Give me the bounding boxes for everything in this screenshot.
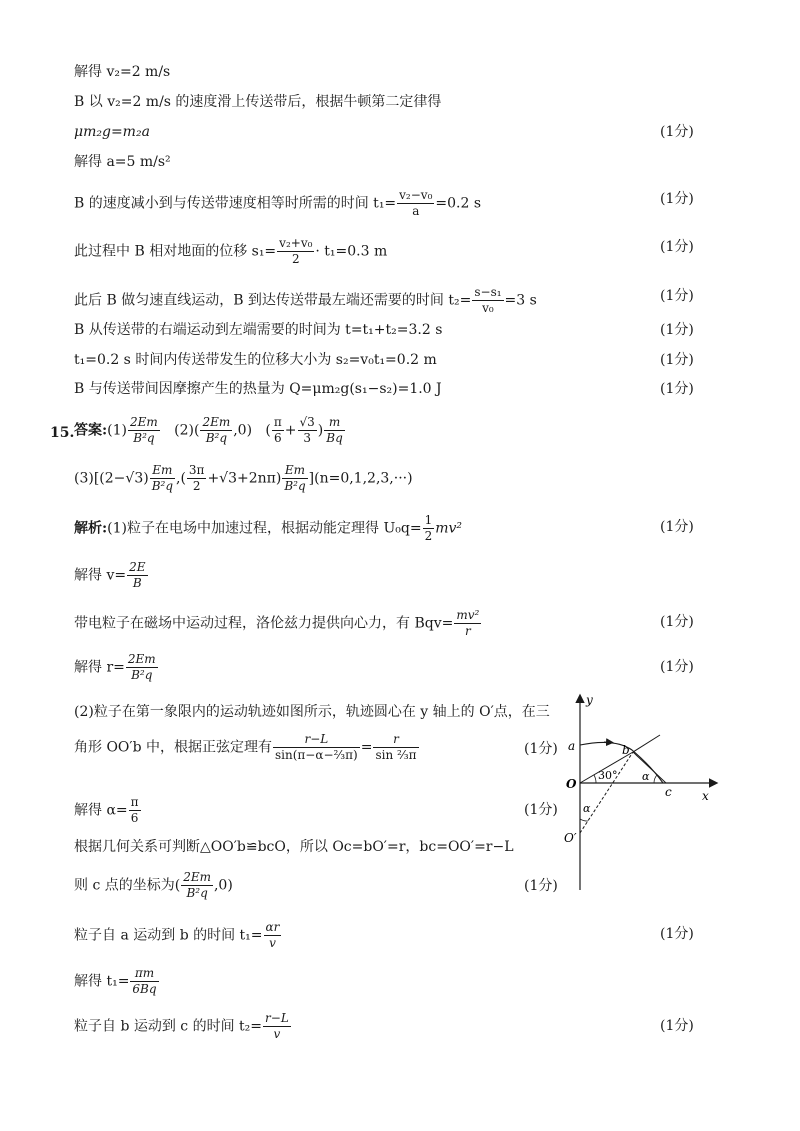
line-time-t1: B 的速度减小到与传送带速度相等时所需的时间 t₁= $\frac{\text{v₂−v₀}}{a}$ =0.2 s	[74, 188, 482, 218]
line-solve-a: 解得 a=5 m/s²	[74, 154, 171, 170]
point-4: (1分)	[660, 288, 694, 304]
angle-arc-o-prime	[580, 819, 588, 821]
solution-line-10: 粒子自 a 运动到 b 的时间 t₁= $\frac{\alpha r}{v}$	[74, 920, 280, 950]
answer-line-2: (3)[(2−√3) $\frac{Em}{\text{B²q}}$ ,( $\frac{3\pi}{2}$ +√3+2nπ) $\frac{Em}{\text{B²q}}$ ](n=0,1,2,3,···)	[74, 463, 413, 493]
solution-line-4: 解得 r= $\frac{2Em}{\text{B²q}}$	[74, 652, 156, 682]
solution-line-5: (2)粒子在第一象限内的运动轨迹如图所示，轨迹圆心在 y 轴上的 O′点，在三	[74, 704, 550, 720]
y-label: y	[586, 693, 593, 707]
direction-arrow	[604, 742, 612, 743]
line-displacement-s1: 此过程中 B 相对地面的位移 s₁= $\frac{\text{v₂+v₀}}{2}$ · t₁=0.3 m	[74, 236, 388, 266]
solution-line-9: 则 c 点的坐标为( $\frac{2Em}{\text{B²q}}$ ,0)	[74, 870, 233, 900]
angle-30-label: 30°	[598, 769, 618, 782]
solution-line-11: 解得 t₁= $\frac{\pi m}{6Bq}$	[74, 966, 157, 996]
line-belt-displacement: t₁=0.2 s 时间内传送带发生的位移大小为 s₂=v₀t₁=0.2 m	[74, 352, 437, 368]
angle-arc-c	[654, 775, 657, 783]
point-8: (1分)	[660, 519, 694, 535]
point-12: (1分)	[524, 802, 558, 818]
solution-line-12: 粒子自 b 运动到 c 的时间 t₂= $\frac{r-L}{v}$	[74, 1011, 289, 1041]
point-14: (1分)	[660, 926, 694, 942]
line-heat: B 与传送带间因摩擦产生的热量为 Q=μm₂g(s₁−s₂)=1.0 J	[74, 381, 442, 397]
x-label: x	[702, 789, 709, 803]
point-3: (1分)	[660, 239, 694, 255]
solution-line-1: 解析:(1)粒子在电场中加速过程，根据动能定理得 U₀q= $\frac{1}{2}$ mv²	[74, 513, 462, 543]
point-10: (1分)	[660, 659, 694, 675]
tangent-line	[633, 735, 660, 752]
point-13: (1分)	[524, 878, 558, 894]
point-c-label: c	[665, 785, 672, 799]
solution-line-8: 根据几何关系可判断△OO′b≌bcO，所以 Oc=bO′=r，bc=OO′=r−L	[74, 839, 514, 855]
answer-line-1: 答案:(1) $\frac{2Em}{\text{B²q}}$ (2)( $\frac{2Em}{\text{B²q}}$ ,0) ( $\frac{\pi}{6}$ + $\frac{√3}{3}$ ) $\frac{m}{Bq}$	[74, 415, 343, 445]
alpha-c-label: α	[642, 770, 650, 783]
point-5: (1分)	[660, 322, 694, 338]
point-b-label: b	[622, 743, 630, 757]
question-number: 15.	[50, 425, 75, 441]
point-7: (1分)	[660, 381, 694, 397]
origin-label: O	[566, 777, 577, 791]
line-total-time: B 从传送带的右端运动到左端需要的时间为 t=t₁+t₂=3.2 s	[74, 322, 443, 338]
point-15: (1分)	[660, 1018, 694, 1034]
angle-arc-o	[594, 775, 596, 783]
line-friction-eq: μm₂g=m₂a	[74, 124, 150, 140]
line-time-t2: 此后 B 做匀速直线运动，B 到达传送带最左端还需要的时间 t₂= $\frac{\text{s−s₁}}{\text{v₀}}$ =3 s	[74, 285, 537, 315]
line-b-c	[633, 752, 666, 783]
o-prime-label: O′	[564, 831, 577, 845]
point-2: (1分)	[660, 191, 694, 207]
point-1: (1分)	[660, 124, 694, 140]
point-11: (1分)	[524, 741, 558, 757]
solution-line-7: 解得 α= $\frac{\pi}{6}$	[74, 795, 139, 825]
solution-line-3: 带电粒子在磁场中运动过程，洛伦兹力提供向心力，有 Bqv= $\frac{\text{mv²}}{r}$	[74, 608, 480, 638]
point-6: (1分)	[660, 352, 694, 368]
solution-line-6: 角形 OO′b 中，根据正弦定理有 $\frac{r-L}{\text{sin(π−α−⅔π)}}$ = $\frac{r}{\text{sin ⅔π}}$	[74, 732, 417, 762]
point-9: (1分)	[660, 614, 694, 630]
solution-line-2: 解得 v= $\frac{2E}{B}$	[74, 560, 146, 590]
point-a-label: a	[568, 739, 576, 753]
line-newton-law: B 以 v₂=2 m/s 的速度滑上传送带后，根据牛顿第二定律得	[74, 94, 442, 110]
alpha-o-prime-label: α	[583, 802, 591, 815]
trajectory-diagram	[560, 690, 720, 900]
line-solve-v2: 解得 v₂=2 m/s	[74, 64, 171, 80]
